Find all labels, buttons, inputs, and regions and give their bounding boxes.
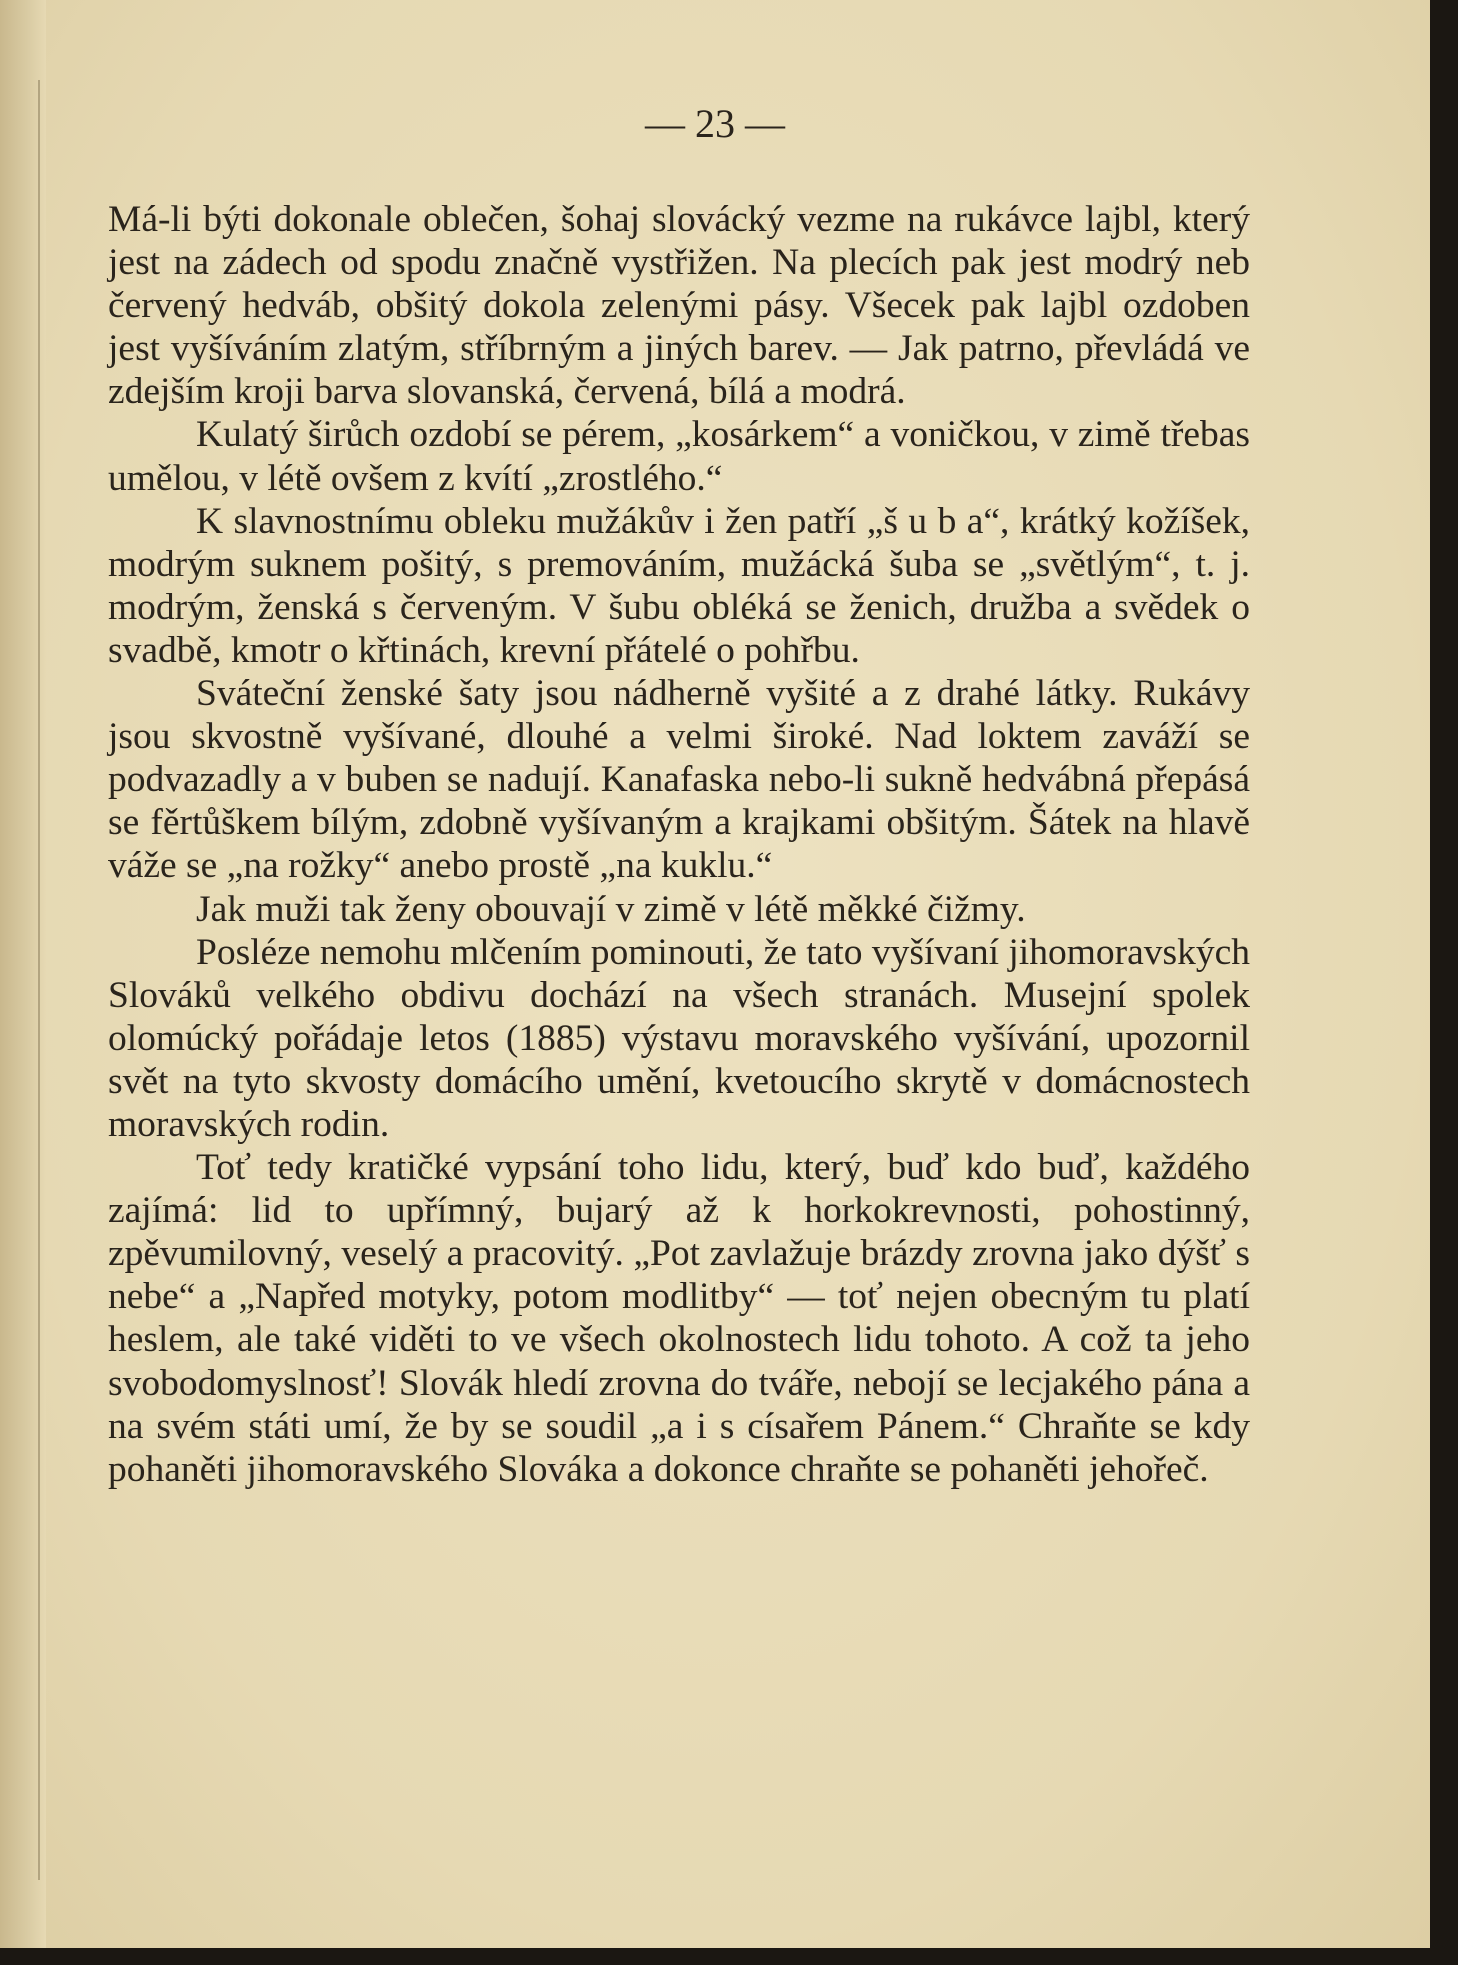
body-text [108,198,1250,1491]
paragraph-2: Kulatý širůch ozdobí se pérem, „kosárkem“ a voničkou, v zimě třebas umělou, v létě ovšem z kvítí „zrostlého.“ [108,414,1250,499]
paragraph-7: Toť tedy kratičké vypsání toho lidu, který, buď kdo buď, každého zajímá: lid to upřímný, bujarý až k horkokrevnosti, pohostinný, zpěvumilovný, veselý a pracovitý. „Pot zavlažuje brázdy zrovna jako dýšť s nebe“ a „Napřed motyky, potom modlitby“ — toť nejen obecným tu platí heslem, ale také viděti to ve všech okolnostech lidu tohoto. A což ta jeho svobodomyslnosť! Slovák hledí zrovna do tváře, nebojí se lecjakého pána a na svém státi umí, že by se soudil „a i s císařem Pánem.“ Chraňte se kdy pohaněti jihomoravského Slováka a dokonce chraňte se pohaněti jehořeč. [108,1147,1250,1490]
paragraph-5: Jak muži tak ženy obouvají v zimě v létě měkké čižmy. [196,888,1026,930]
paragraph-1: Má-li býti dokonale oblečen, šohaj slovácký vezme na rukávce lajbl, který jest na zádech od spodu značně vystřižen. Na plecích pak jest modrý neb červený hedváb, obšitý dokola zelenými pásy. Všecek pak lajbl ozdoben jest vyšíváním zlatým, stříbrným a jiných barev. — Jak patrno, převládá ve zdejším kroji barva slovanská, červená, bílá a modrá. [108,199,1250,413]
paragraph-6: Posléze nemohu mlčením pominouti, že tato vyšívaní jihomoravských Slováků velkého obdivu dochází na všech stranách. Musejní spolek olomúcký pořádaje letos (1885) výstavu moravského vyšívání, upozornil svět na tyto skvosty domácího umění, kvetoucího skrytě v domácnostech moravských rodin. [108,931,1250,1145]
scan-border-right [1430,0,1458,1965]
page-number: — 23 — [645,101,785,146]
paragraph-4: Sváteční ženské šaty jsou nádherně vyšité a z drahé látky. Rukávy jsou skvostně vyšívané, dlouhé a velmi široké. Nad loktem zaváží se podvazadly a v buben se nadují. Kanafaska nebo-li sukně hedvábná přepásá se fěrtůškem bílým, zdobně vyšívaným a krajkami obšitým. Šátek na hlavě váže se „na rožky“ anebo prostě „na kuklu.“ [108,673,1250,887]
binding-line [38,80,40,1880]
paragraph-3: K slavnostnímu obleku mužákův i žen patří „š u b a“, krátký kožíšek, modrým suknem pošitý, s premováním, mužácká šuba se „světlým“, t. j. modrým, ženská s červeným. V šubu obléká se ženich, družba a svědek o svadbě, kmotr o křtinách, krevní přátelé o pohřbu. [108,500,1250,671]
scan-border-bottom [0,1948,1458,1965]
